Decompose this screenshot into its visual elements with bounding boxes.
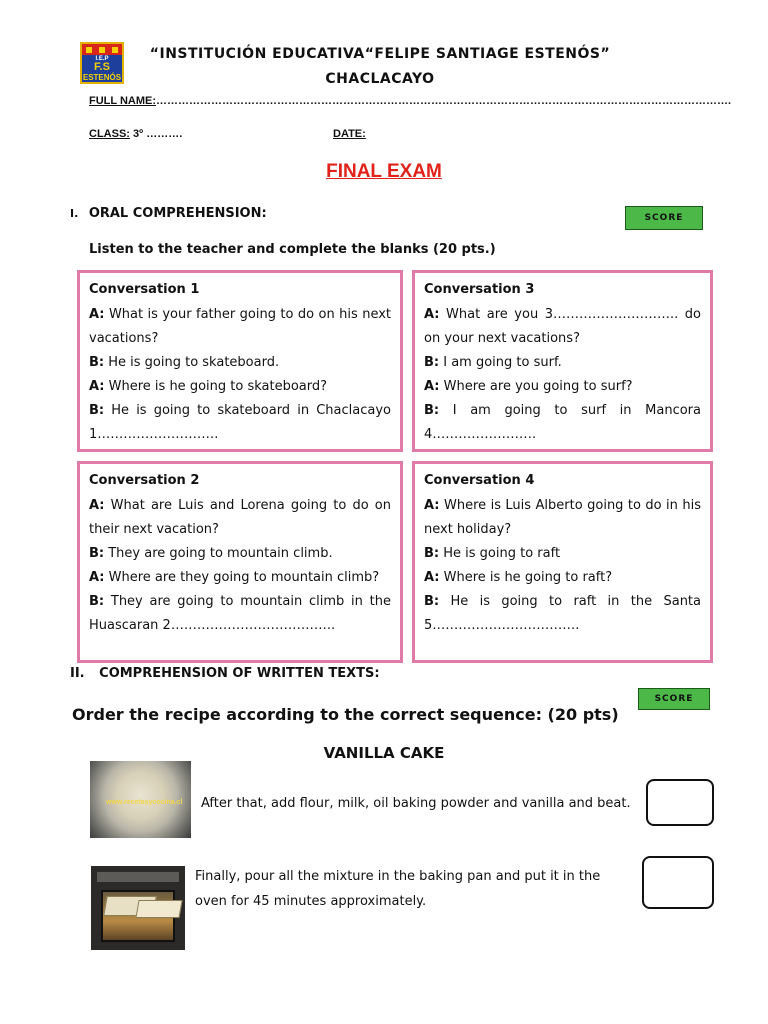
- dialogue-line: [89, 542, 391, 566]
- speaker: A:: [424, 498, 440, 513]
- line-text: What is your father going to do on his next vacations?: [89, 307, 391, 346]
- section1-title: ORAL COMPREHENSION:: [88, 206, 267, 221]
- full-name-blank: ………………………………………………………………………………………………………………………………………….: [156, 95, 732, 107]
- speaker: A:: [89, 379, 105, 394]
- recipe-step-text: Finally, pour all the mixture in the baking pan and put it in the oven for 45 minutes approximately.: [195, 869, 601, 909]
- conversation-2-box: [77, 461, 403, 663]
- line-text: Where is he going to skateboard?: [104, 379, 328, 394]
- conversation-title: Conversation 4: [424, 473, 535, 488]
- line-text: What are you 3……………………….. do on your next vacations?: [424, 307, 701, 346]
- conversation-4-box: [412, 461, 713, 663]
- dialogue-line: [424, 542, 701, 566]
- speaker: B:: [89, 403, 105, 418]
- line-text: He is going to raft: [439, 546, 561, 561]
- school-location: CHACLACAYO: [325, 71, 435, 87]
- section2-score-label: SCORE: [638, 688, 710, 710]
- step-order-box[interactable]: [646, 779, 714, 826]
- speaker: A:: [424, 379, 440, 394]
- dialogue-line: [89, 375, 391, 399]
- speaker: B:: [89, 594, 105, 609]
- conversation-title: Conversation 1: [89, 282, 200, 297]
- logo-text-main: F.S: [94, 61, 110, 73]
- oven-knobs: [97, 872, 179, 882]
- logo-top-band: [82, 44, 122, 55]
- dialogue-line: [424, 375, 701, 399]
- line-text: They are going to mountain climb.: [104, 546, 333, 561]
- conversation-title: Conversation 2: [89, 473, 200, 488]
- speaker: A:: [89, 570, 105, 585]
- logo-text-sub: ESTENÓS: [82, 73, 122, 82]
- class-value: 3º ……….: [129, 128, 183, 140]
- line-text: I am going to surf.: [439, 355, 562, 370]
- line-text: He is going to skateboard in Chaclacayo 1……………………….: [89, 403, 391, 442]
- oven-photo: [91, 866, 185, 950]
- conversation-3-box: [412, 270, 713, 452]
- line-text: I am going to surf in Mancora 4……………………: [424, 403, 701, 442]
- baking-pan: [135, 900, 182, 918]
- exam-title: FINAL EXAM: [326, 161, 442, 182]
- dialogue-line: [89, 566, 391, 590]
- speaker: B:: [89, 546, 105, 561]
- section1-score-label: SCORE: [625, 206, 703, 230]
- section2-heading: [70, 666, 380, 681]
- speaker: A:: [89, 498, 105, 513]
- section1-heading: [70, 206, 267, 221]
- line-text: What are Luis and Lorena going to do on their next vacation?: [89, 498, 391, 537]
- date-field[interactable]: [333, 128, 366, 140]
- line-text: He is going to raft in the Santa 5…………………………….: [424, 594, 701, 633]
- recipe-title: VANILLA CAKE: [323, 744, 445, 762]
- speaker: B:: [424, 594, 440, 609]
- recipe-step-text: After that, add flour, milk, oil baking powder and vanilla and beat.: [201, 796, 631, 811]
- dialogue-line-blank[interactable]: [424, 399, 701, 447]
- school-logo: [80, 42, 124, 84]
- step-order-box[interactable]: [642, 856, 714, 909]
- dialogue-line: [89, 351, 391, 375]
- logo-text-top: I.E.P: [95, 56, 109, 62]
- speaker: B:: [424, 546, 440, 561]
- dialogue-line: [89, 494, 391, 542]
- speaker: A:: [89, 307, 105, 322]
- school-name: “INSTITUCIÓN EDUCATIVA“FELIPE SANTIAGE ESTENÓS”: [149, 46, 611, 62]
- speaker: A:: [424, 570, 440, 585]
- line-text: Where is he going to raft?: [439, 570, 613, 585]
- logo-text: [82, 56, 122, 82]
- line-text: Where are you going to surf?: [439, 379, 633, 394]
- dialogue-line-blank[interactable]: [424, 590, 701, 638]
- speaker: B:: [89, 355, 105, 370]
- dialogue-line-blank[interactable]: [424, 303, 701, 351]
- dialogue-line-blank[interactable]: [89, 590, 391, 638]
- line-text: They are going to mountain climb in the Huascaran 2………………………………..: [89, 594, 391, 633]
- full-name-label: FULL NAME:: [89, 95, 157, 107]
- dialogue-line: [424, 494, 701, 542]
- conversation-1-box: [77, 270, 403, 452]
- section2-number: II.: [70, 666, 85, 681]
- dialogue-line-blank[interactable]: [89, 399, 391, 447]
- dialogue-line: [424, 566, 701, 590]
- section2-title: COMPREHENSION OF WRITTEN TEXTS:: [99, 666, 380, 681]
- line-text: Where is Luis Alberto going to do in his next holiday?: [424, 498, 701, 537]
- photo-watermark: www.recetasycocina.cl: [106, 799, 183, 806]
- line-text: Where are they going to mountain climb?: [104, 570, 380, 585]
- speaker: A:: [424, 307, 440, 322]
- speaker: B:: [424, 403, 440, 418]
- section2-instruction: Order the recipe according to the correct sequence: (20 pts): [72, 705, 619, 724]
- line-text: He is going to skateboard.: [104, 355, 280, 370]
- dialogue-line: [424, 351, 701, 375]
- date-label: DATE:: [333, 128, 366, 140]
- full-name-field[interactable]: [89, 95, 731, 107]
- conversation-title: Conversation 3: [424, 282, 535, 297]
- section1-instruction: Listen to the teacher and complete the blanks (20 pts.): [89, 242, 496, 257]
- section1-number: I.: [70, 207, 79, 220]
- class-field[interactable]: [89, 128, 182, 140]
- speaker: B:: [424, 355, 440, 370]
- mixing-bowl-photo: [90, 761, 191, 838]
- dialogue-line: [89, 303, 391, 351]
- class-label: CLASS:: [89, 128, 130, 140]
